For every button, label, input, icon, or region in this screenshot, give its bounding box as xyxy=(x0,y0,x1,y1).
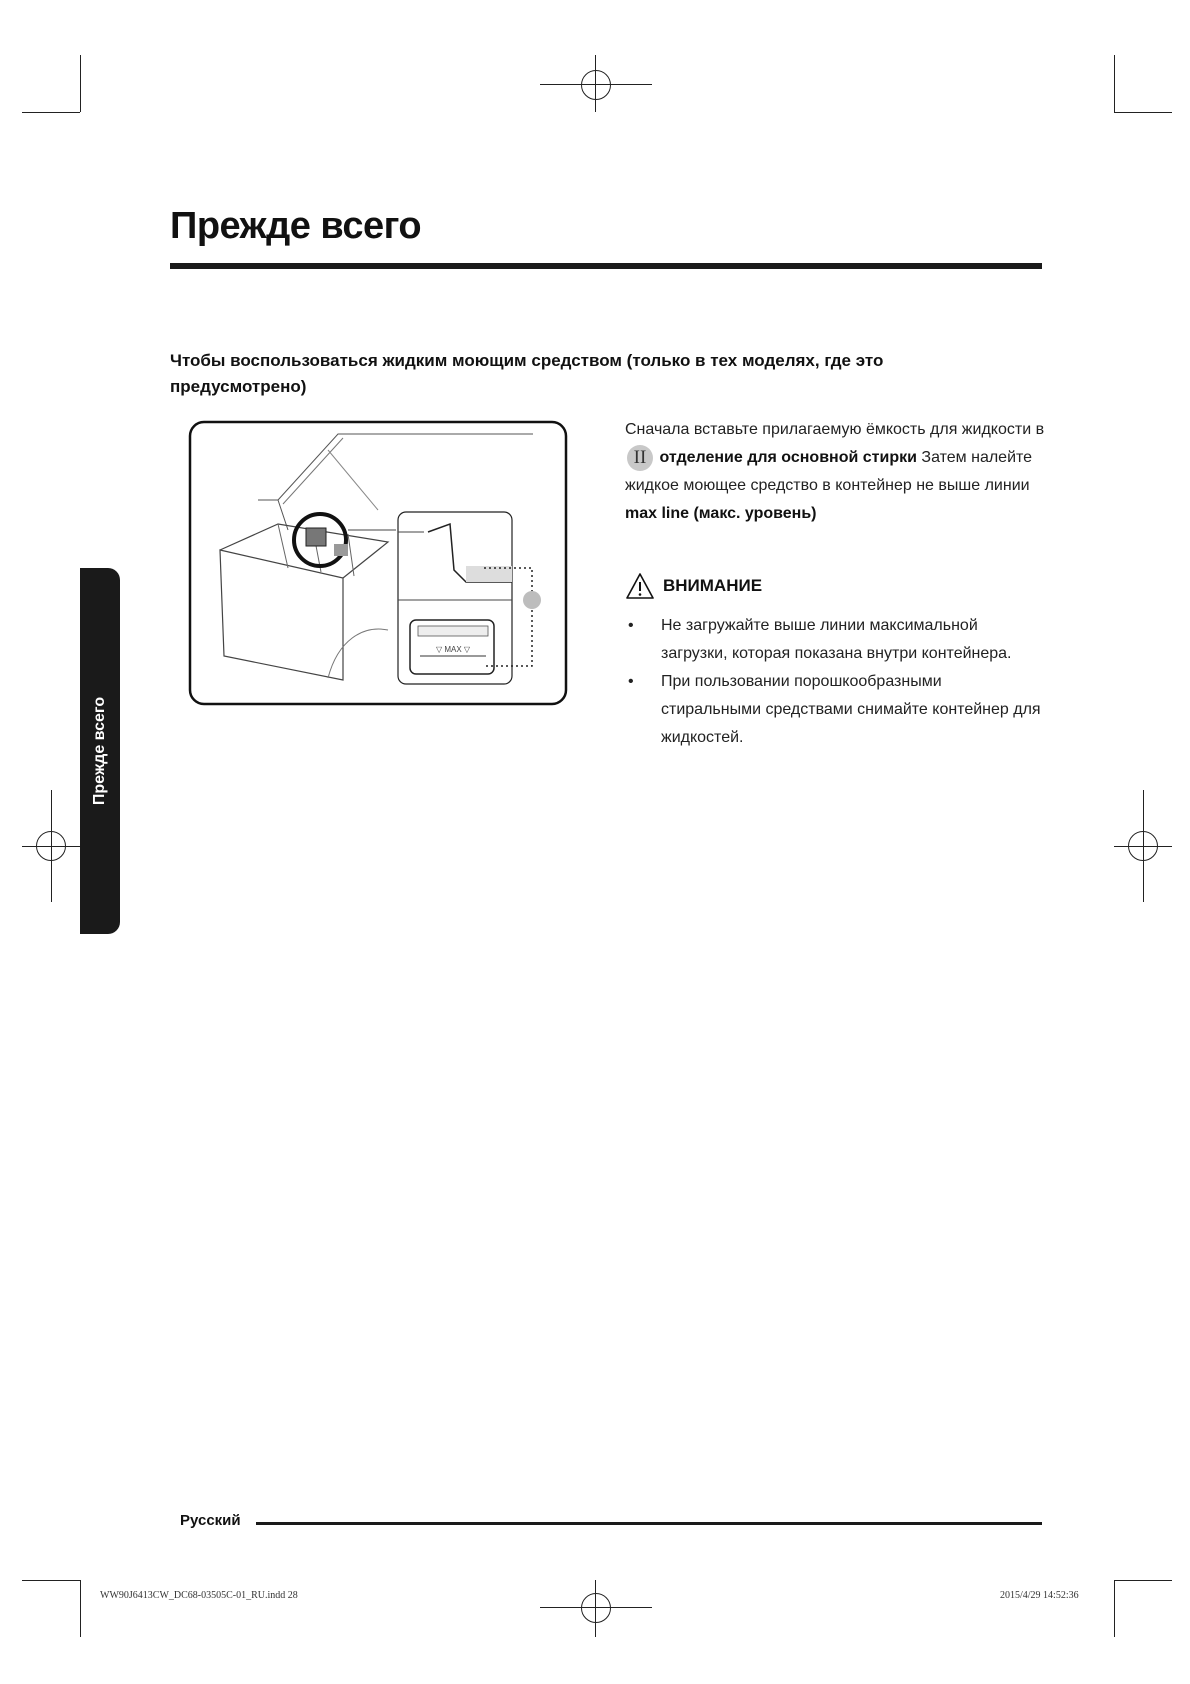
registration-mark xyxy=(1128,831,1158,861)
instruction-line-2: Затем налейте жидкое моющее средство в контейнер не выше линии xyxy=(625,449,1033,494)
warning-triangle-icon xyxy=(625,572,655,600)
crop-mark xyxy=(1114,55,1115,112)
section-heading: Чтобы воспользоваться жидким моющим средством (только в тех моделях, где это предусмотрено) xyxy=(170,351,884,396)
caution-item: • При пользовании порошкообразными стиральными средствами снимайте контейнер для жидкостей. xyxy=(625,668,1045,752)
compartment-ii-icon: II xyxy=(627,445,653,471)
caution-block xyxy=(625,570,1045,752)
footer-rule xyxy=(256,1522,1042,1525)
caution-list xyxy=(625,612,1045,752)
detergent-drawer-illustration xyxy=(188,420,568,706)
crop-mark xyxy=(80,55,81,112)
max-line-text: max line (макс. уровень) xyxy=(625,505,817,522)
instruction-paragraph xyxy=(625,416,1045,528)
caution-title: ВНИМАНИЕ xyxy=(663,576,763,595)
crop-mark xyxy=(1114,1580,1115,1637)
compartment-label: отделение для основной стирки xyxy=(659,449,917,466)
caution-item: • Не загружайте выше линии максимальной загрузки, которая показана внутри контейнера. xyxy=(625,612,1045,668)
caution-header xyxy=(625,570,1045,602)
title-rule xyxy=(170,263,1042,269)
crop-mark xyxy=(1114,1580,1172,1581)
instructions xyxy=(625,416,1045,528)
page-title: Прежде всего xyxy=(170,205,422,247)
print-date-info: 2015/4/29 14:52:36 xyxy=(1000,1590,1079,1601)
footer-language: Русский xyxy=(180,1512,241,1529)
registration-mark xyxy=(581,1593,611,1623)
instruction-line-1: Сначала вставьте прилагаемую ёмкость для жидкости в xyxy=(625,421,1045,438)
side-tab-label: Прежде всего xyxy=(91,696,108,806)
registration-mark xyxy=(581,70,611,100)
registration-mark xyxy=(36,831,66,861)
crop-mark xyxy=(80,1580,81,1637)
print-file-info: WW90J6413CW_DC68-03505C-01_RU.indd 28 xyxy=(100,1590,298,1601)
max-line-label: ▽ MAX ▽ xyxy=(435,645,471,654)
side-tab xyxy=(80,568,120,934)
crop-mark xyxy=(1114,112,1172,113)
crop-mark xyxy=(22,112,80,113)
crop-mark xyxy=(22,1580,80,1581)
